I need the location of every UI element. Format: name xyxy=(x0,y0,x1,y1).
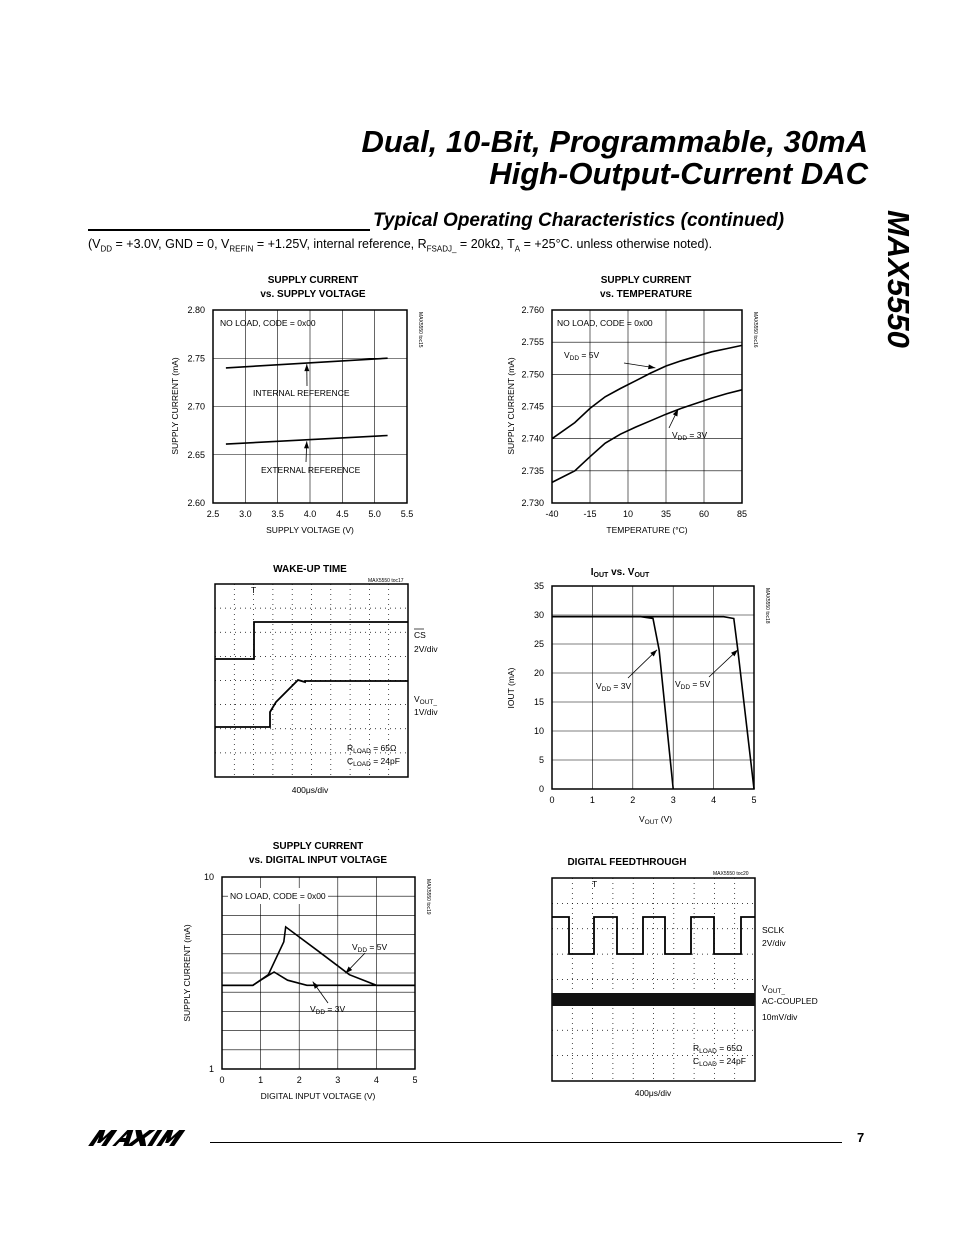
x-tick-label: 0 xyxy=(549,795,555,805)
x-axis-label: $V_{OUT}$ (V) xyxy=(639,814,673,826)
x-tick-label: 4 xyxy=(373,1075,379,1085)
trace-label-1: SCLK xyxy=(762,925,785,935)
series-line-2 xyxy=(552,390,742,483)
chart-code: MAX5550 toc19 xyxy=(425,879,431,915)
trace-label-1: CS xyxy=(414,630,426,640)
chart-supply-vs-temperature xyxy=(500,268,770,548)
trace-label-2: $V_{OUT\_}$ xyxy=(414,694,438,706)
chart-code: MAX5550 toc18 xyxy=(764,588,770,624)
y-tick-label: 2.80 xyxy=(187,305,205,315)
arrow-1-head xyxy=(304,364,309,371)
y-tick-label: 2.755 xyxy=(521,337,544,348)
series-label-2: $V_{DD} = 3V$ xyxy=(672,430,708,442)
y-axis-label: SUPPLY CURRENT (mA) xyxy=(506,357,516,455)
trace-scale-1: 2V/div xyxy=(414,644,438,654)
y-tick-label: 20 xyxy=(533,668,544,678)
series-line-2 xyxy=(552,617,754,789)
trace-coupling-2: AC-COUPLED xyxy=(762,996,818,1006)
y-tick-label: 2.730 xyxy=(521,498,544,508)
x-tick-label: 1 xyxy=(258,1075,264,1085)
y-tick-label: 35 xyxy=(533,581,544,591)
annotation-1: $R_{LOAD} = 65\Omega$ xyxy=(347,743,397,755)
trace-scale-2: 10mV/div xyxy=(762,1012,798,1022)
arrow-2-head xyxy=(304,441,309,448)
y-tick-label: 2.735 xyxy=(521,465,544,476)
series-label-2: $V_{DD} = 5V$ xyxy=(675,679,711,691)
chart-supply-vs-voltage xyxy=(170,268,430,548)
x-tick-label: 0 xyxy=(219,1075,225,1085)
x-tick-label: -15 xyxy=(583,509,597,519)
chart-code: MAX5550 toc17 xyxy=(368,578,404,584)
series-label-1: INTERNAL REFERENCE xyxy=(253,388,350,398)
x-tick-label: 35 xyxy=(660,509,672,519)
chart-note: NO LOAD, CODE = 0x00 xyxy=(220,318,316,328)
footer-rule xyxy=(210,1142,842,1143)
chart-title: WAKE-UP TIME xyxy=(273,564,347,575)
chart-title: DIGITAL FEEDTHROUGH xyxy=(567,857,687,868)
chart-code: MAX5550 toc15 xyxy=(417,312,423,348)
x-tick-label: 5.5 xyxy=(400,509,414,519)
page-number: 7 xyxy=(857,1130,865,1145)
arrow-1-head xyxy=(648,364,655,369)
x-tick-label: 4.5 xyxy=(336,509,349,519)
vout-noise-band xyxy=(552,993,755,1006)
section-heading: Typical Operating Characteristics (continued) xyxy=(373,210,785,231)
chart-code: MAX5550 toc16 xyxy=(752,312,758,348)
x-tick-label: 2 xyxy=(630,795,636,805)
trace-label-2: $V_{OUT\_}$ xyxy=(762,983,786,995)
x-tick-label: 3 xyxy=(670,795,676,805)
chart-code: MAX5550 toc20 xyxy=(713,871,749,877)
chart-title: vs. DIGITAL INPUT VOLTAGE xyxy=(248,855,388,866)
y-tick-label: 2.740 xyxy=(521,433,544,444)
y-tick-label: 0 xyxy=(538,784,544,794)
series-line-1 xyxy=(552,617,673,789)
x-axis-label: 400μs/div xyxy=(634,1088,672,1098)
annotation-2: $C_{LOAD} = 24pF$ xyxy=(347,756,400,768)
series-label-2: EXTERNAL REFERENCE xyxy=(261,465,361,475)
test-conditions: ($V_{DD} = +3.0V$, GND = 0, $V_{REFIN} = +1.25V$, internal reference, $R_{FSADJ\_} = 20k\Omega$, $T_A = +25^\circ C$. unless otherwise noted). xyxy=(88,237,713,254)
y-tick-label: 30 xyxy=(533,610,544,620)
series-label-1: $V_{DD} = 5V$ xyxy=(352,942,388,954)
chart-supply-vs-digital-input xyxy=(180,835,440,1110)
trace-scale-1: 2V/div xyxy=(762,938,786,948)
chart-title: vs. SUPPLY VOLTAGE xyxy=(260,289,366,300)
chart-title: vs. TEMPERATURE xyxy=(599,289,693,300)
chart-wakeup-time xyxy=(200,560,460,805)
y-tick-label: 2.65 xyxy=(187,449,205,460)
chart-note: NO LOAD, CODE = 0x00 xyxy=(557,318,653,328)
x-tick-label: 5 xyxy=(751,795,757,805)
trigger-marker: T xyxy=(592,879,598,889)
x-tick-label: 2.5 xyxy=(206,509,220,519)
x-tick-label: -40 xyxy=(545,509,559,519)
chart-digital-feedthrough xyxy=(540,850,830,1110)
x-tick-label: 85 xyxy=(736,509,748,519)
section-rule xyxy=(88,229,370,231)
chart-note: NO LOAD, CODE = 0x00 xyxy=(230,891,326,901)
document-title-line2: High-Output-Current DAC xyxy=(489,156,868,191)
y-tick-label: 2.745 xyxy=(521,401,544,412)
y-axis-label: SUPPLY CURRENT (mA) xyxy=(182,924,192,1022)
series-label-1: $V_{DD} = 5V$ xyxy=(564,350,600,362)
x-axis-label: DIGITAL INPUT VOLTAGE (V) xyxy=(260,1091,376,1101)
x-tick-label: 3 xyxy=(335,1075,341,1085)
y-tick-label: 1 xyxy=(208,1064,214,1074)
chart-title: SUPPLY CURRENT xyxy=(600,275,692,286)
document-title-line1: Dual, 10-Bit, Programmable, 30mA xyxy=(361,124,868,159)
x-tick-label: 2 xyxy=(296,1075,302,1085)
x-tick-label: 5 xyxy=(412,1075,418,1085)
series-label-2: $V_{DD} = 3V$ xyxy=(310,1004,346,1016)
y-axis-label: SUPPLY CURRENT (mA) xyxy=(170,357,180,455)
trace-scale-2: 1V/div xyxy=(414,707,438,717)
y-tick-label: 2.760 xyxy=(521,305,544,315)
series-line-2 xyxy=(222,972,415,985)
y-tick-label: 15 xyxy=(533,697,544,707)
y-tick-label: 5 xyxy=(538,755,544,765)
y-axis-label: IOUT (mA) xyxy=(506,667,516,709)
x-axis-label: SUPPLY VOLTAGE (V) xyxy=(266,525,354,535)
chart-iout-vs-vout xyxy=(500,560,780,835)
x-tick-label: 4.0 xyxy=(303,509,317,519)
annotation-2: $C_{LOAD} = 24pF$ xyxy=(693,1056,746,1068)
y-tick-label: 2.750 xyxy=(521,369,544,380)
y-tick-label: 2.70 xyxy=(187,401,205,412)
series-line-1 xyxy=(222,927,415,985)
x-axis-label: TEMPERATURE (°C) xyxy=(606,525,688,535)
cs-trace xyxy=(215,622,408,659)
trigger-marker: T xyxy=(251,585,257,595)
part-number-side: MAX5550 xyxy=(881,210,916,348)
chart-title: $I_{OUT}$ vs. $V_{OUT}$ xyxy=(590,567,650,579)
x-tick-label: 5.0 xyxy=(368,509,381,519)
y-tick-label: 10 xyxy=(533,726,544,736)
y-tick-label: 2.75 xyxy=(187,353,205,364)
x-tick-label: 1 xyxy=(589,795,595,805)
y-tick-label: 10 xyxy=(203,872,214,882)
x-tick-label: 10 xyxy=(622,509,634,519)
y-tick-label: 2.60 xyxy=(187,498,205,508)
maxim-logo xyxy=(88,1128,200,1151)
y-tick-label: 25 xyxy=(533,639,544,649)
x-tick-label: 3.0 xyxy=(239,509,252,519)
x-axis-label: 400μs/div xyxy=(291,785,329,795)
series-label-1: $V_{DD} = 3V$ xyxy=(596,681,632,693)
chart-title: SUPPLY CURRENT xyxy=(267,275,359,286)
annotation-1: $R_{LOAD} = 65\Omega$ xyxy=(693,1043,743,1055)
x-tick-label: 3.5 xyxy=(271,509,284,519)
x-tick-label: 4 xyxy=(711,795,717,805)
x-tick-label: 60 xyxy=(698,509,710,519)
chart-title: SUPPLY CURRENT xyxy=(272,841,364,852)
